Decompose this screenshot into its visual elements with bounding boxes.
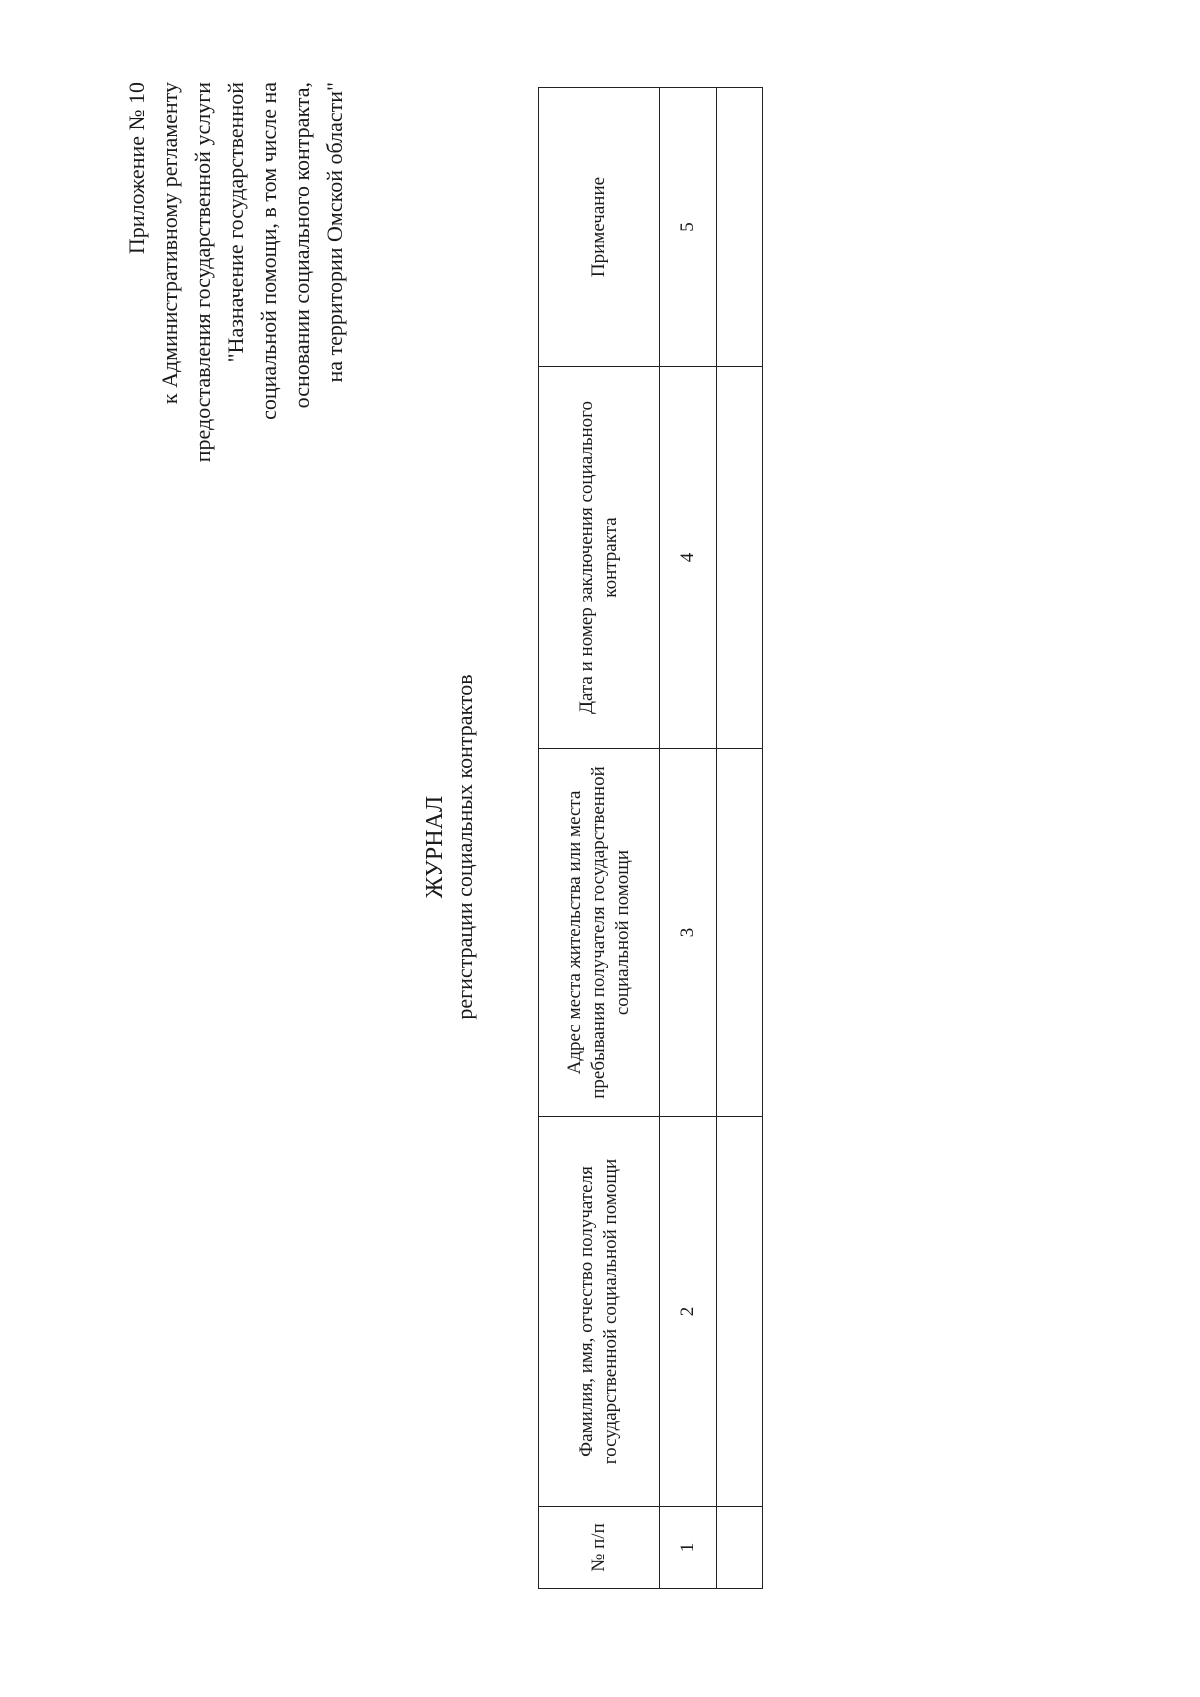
table-row: [717, 88, 763, 1589]
table-cell: [717, 367, 763, 749]
column-number-cell: 5: [660, 88, 717, 367]
table-cell: [717, 1507, 763, 1589]
table-cell: [717, 749, 763, 1117]
header-cell-full-name: Фамилия, имя, отчество получателя государственной социальной помощи: [539, 1117, 660, 1507]
appendix-block: [120, 82, 351, 602]
journal-subtitle: регистрации социальных контрактов: [452, 674, 477, 1020]
appendix-line: социальной помощи, в том числе на: [256, 82, 281, 420]
header-cell-number: № п/п: [539, 1507, 660, 1589]
journal-title-block: [420, 147, 480, 1547]
header-cell-note: Примечание: [539, 88, 660, 367]
appendix-line: к Административному регламенту: [157, 82, 182, 405]
header-cell-contract-date: Дата и номер заключения социального контракта: [539, 367, 660, 749]
appendix-line: основании социального контракта,: [289, 82, 314, 409]
journal-title: ЖУРНАЛ: [422, 795, 448, 899]
journal-table: [538, 87, 763, 1589]
appendix-line: предоставления государственной услуги: [190, 82, 215, 463]
appendix-line: Приложение № 10: [124, 82, 149, 255]
table-cell: [717, 1117, 763, 1507]
column-number-row: [660, 88, 717, 1589]
column-number-cell: 3: [660, 749, 717, 1117]
column-number-cell: 2: [660, 1117, 717, 1507]
column-number-cell: 4: [660, 367, 717, 749]
appendix-line: "Назначение государственной: [223, 82, 248, 363]
column-number-cell: 1: [660, 1507, 717, 1589]
table-header-row: [539, 88, 660, 1589]
header-cell-address: Адрес места жительства или места пребывания получателя государственной социальной помощи: [539, 749, 660, 1117]
appendix-line: на территории Омской области": [322, 82, 347, 383]
table-cell: [717, 88, 763, 367]
